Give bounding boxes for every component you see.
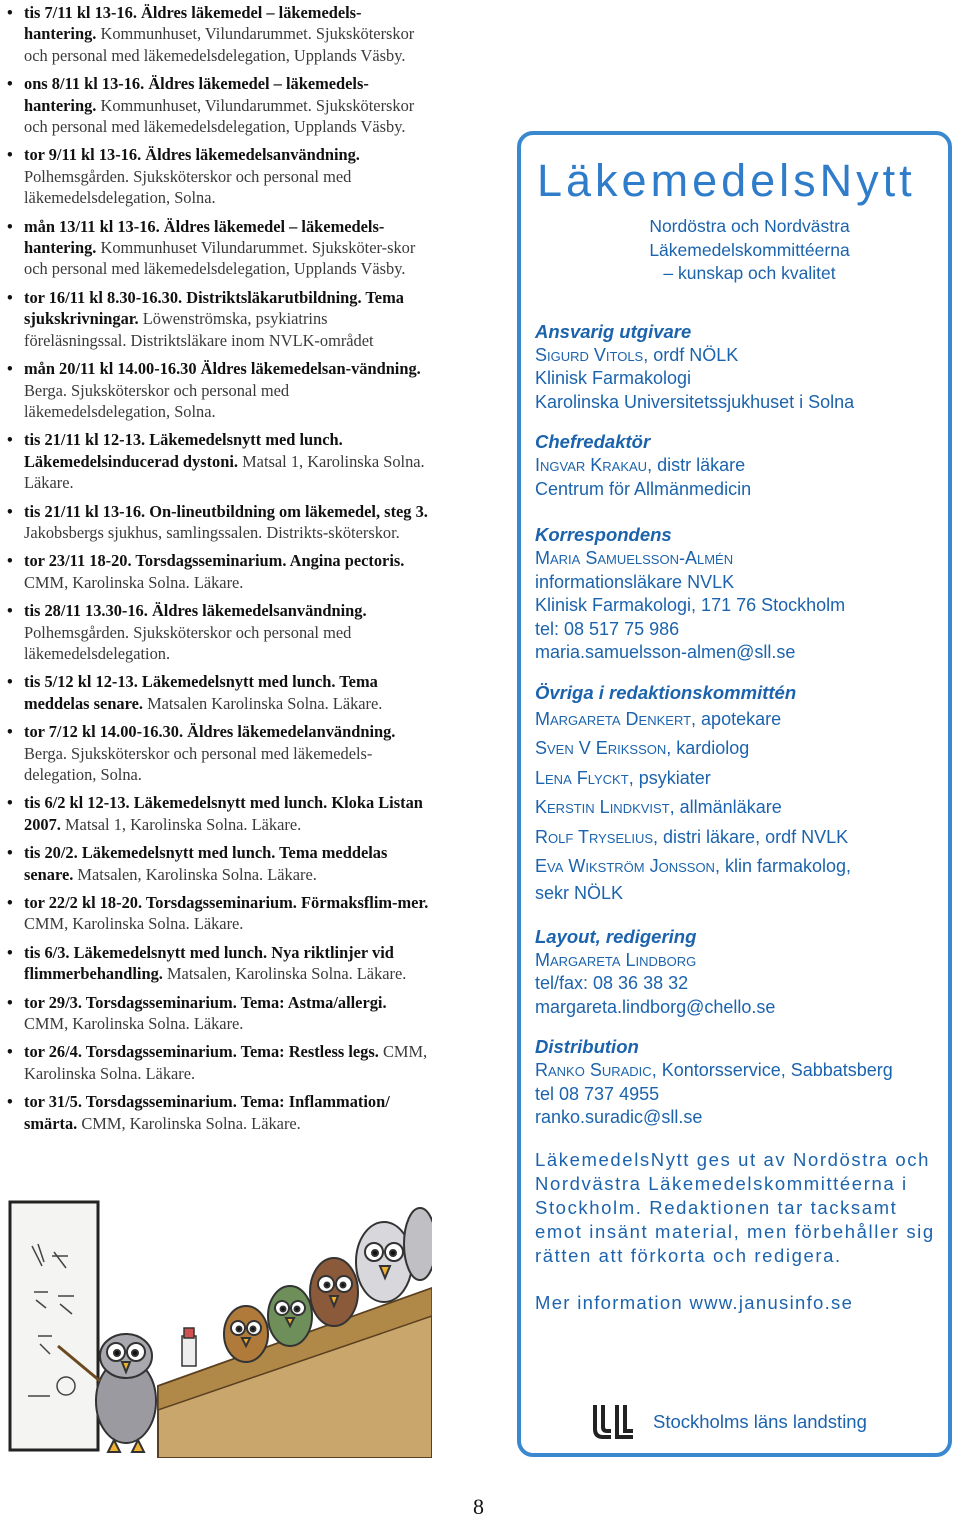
event-title: tor 22/2 kl 18-20. Torsdagsseminarium. Förmaksflim-mer. bbox=[24, 893, 429, 913]
masthead-box bbox=[517, 131, 952, 1457]
event-item bbox=[4, 671, 432, 714]
section-heading: Övriga i redaktionskommittén bbox=[535, 681, 797, 703]
person-role: , kardiolog bbox=[666, 738, 750, 758]
bullet-icon: • bbox=[7, 551, 13, 571]
event-details: Berga. Sjuksköterskor och personal med läkemedelsdelegation, Solna. bbox=[24, 380, 290, 421]
person-role: , psykiater bbox=[628, 767, 711, 788]
event-details: Polhemsgården. Sjuksköterskor och personal med läkemedelsdelegation. bbox=[24, 622, 352, 663]
info-line: Klinisk Farmakologi, 171 76 Stockholm bbox=[535, 595, 846, 615]
bullet-icon: • bbox=[7, 216, 13, 236]
event-item bbox=[4, 1041, 432, 1084]
org-block bbox=[521, 215, 952, 286]
event-title: mån 13/11 kl 13-16. Äldres läkemedel – läkemedels-hantering. bbox=[24, 216, 385, 258]
bullet-icon: • bbox=[7, 430, 13, 450]
info-line: sekr NÖLK bbox=[535, 882, 624, 903]
event-item bbox=[4, 842, 432, 885]
event-title: tor 16/11 kl 8.30-16.30. Distriktsläkarutbildning. Tema sjukskrivningar. bbox=[24, 287, 404, 329]
info-line: Karolinska Universitetssjukhuset i Solna bbox=[535, 391, 855, 412]
event-item bbox=[4, 144, 432, 208]
masthead-title: LäkemedelsNytt bbox=[537, 155, 916, 206]
event-title: tis 6/3. Läkemedelsnytt med lunch. Nya riktlinjer vid flimmerbehandling. bbox=[24, 942, 394, 984]
event-details: Matsal 1, Karolinska Solna. Läkare. bbox=[24, 451, 425, 493]
email-link[interactable]: maria.samuelsson-almen@sll.se bbox=[535, 642, 796, 662]
chief-editor bbox=[535, 430, 948, 501]
event-title: mån 20/11 kl 14.00-16.30 Äldres läkemedelsan-vändning. bbox=[24, 359, 421, 379]
more-info-link[interactable]: Mer information www.janusinfo.se bbox=[535, 1291, 854, 1313]
email-link[interactable]: ranko.suradic@sll.se bbox=[535, 1107, 703, 1127]
event-title: tis 28/11 13.30-16. Äldres läkemedelsanvändning. bbox=[24, 601, 367, 621]
section-heading: Layout, redigering bbox=[535, 925, 697, 947]
page-number: 8 bbox=[473, 1494, 484, 1519]
event-list bbox=[4, 2, 432, 1141]
person-role: , distr läkare bbox=[647, 455, 746, 475]
event-title: tor 31/5. Torsdagsseminarium. Tema: Inflammation/ smärta. bbox=[24, 1092, 390, 1133]
person-name: Sven V Eriksson bbox=[535, 738, 667, 758]
bullet-icon: • bbox=[7, 672, 13, 692]
event-title: ons 8/11 kl 13-16. Äldres läkemedel – läkemedels-hantering. bbox=[24, 74, 369, 115]
bullet-icon: • bbox=[7, 843, 13, 863]
event-item bbox=[4, 429, 432, 493]
bullet-icon: • bbox=[7, 722, 13, 742]
person-role: , ordf NÖLK bbox=[643, 344, 739, 365]
sll-brand bbox=[591, 1403, 867, 1441]
event-details: Berga. Sjuksköterskor och personal med läkemedels-delegation, Solna. bbox=[24, 743, 373, 784]
bullet-icon: • bbox=[7, 1042, 13, 1062]
bullet-icon: • bbox=[7, 145, 13, 165]
event-item bbox=[4, 942, 432, 985]
person-role: , Kontorsservice, Sabbatsberg bbox=[651, 1060, 893, 1080]
event-details: Matsal 1, Karolinska Solna. Läkare. bbox=[60, 814, 302, 834]
event-item bbox=[4, 792, 432, 835]
event-details: Kommunhuset, Vilundarummet. Sjuksköterskor och personal med läkemedelsdelegation, Upplands Väsby. bbox=[24, 95, 415, 137]
org-line: Nordöstra och Nordvästra bbox=[649, 216, 850, 236]
org-line: – kunskap och kvalitet bbox=[663, 263, 836, 283]
person-name: Margareta Denkert bbox=[535, 708, 692, 729]
bullet-icon: • bbox=[7, 501, 13, 521]
bullet-icon: • bbox=[7, 74, 13, 94]
person-name: Rolf Tryselius bbox=[535, 826, 654, 847]
owl-classroom-illustration bbox=[8, 1196, 432, 1458]
bullet-icon: • bbox=[7, 601, 13, 621]
event-item bbox=[4, 600, 432, 664]
event-title: tor 9/11 kl 13-16. Äldres läkemedelsanvändning. bbox=[24, 145, 360, 165]
person-name: Kerstin Lindkvist bbox=[535, 797, 670, 817]
event-details: CMM, Karolinska Solna. Läkare. bbox=[77, 1113, 301, 1133]
person-name: Maria Samuelsson-Almén bbox=[535, 548, 734, 568]
info-line: Klinisk Farmakologi bbox=[535, 368, 692, 388]
sll-logo-icon bbox=[591, 1403, 637, 1441]
event-item bbox=[4, 2, 432, 66]
event-item bbox=[4, 73, 432, 137]
bullet-icon: • bbox=[7, 992, 13, 1012]
event-title: tor 7/12 kl 14.00-16.30. Äldres läkemedelanvändning. bbox=[24, 722, 396, 742]
event-title: tis 20/2. Läkemedelsnytt med lunch. Tema meddelas senare. bbox=[24, 843, 388, 884]
event-item bbox=[4, 358, 432, 422]
bullet-icon: • bbox=[7, 1092, 13, 1112]
info-line: tel 08 737 4955 bbox=[535, 1083, 660, 1104]
event-item bbox=[4, 992, 432, 1035]
event-item bbox=[4, 892, 432, 935]
person-name: Sigurd Vitols bbox=[535, 344, 644, 365]
event-title: tis 5/12 kl 12-13. Läkemedelsnytt med lunch. Tema meddelas senare. bbox=[24, 672, 378, 713]
event-title: tis 21/11 kl 13-16. On-lineutbildning om läkemedel, steg 3. bbox=[24, 501, 428, 521]
event-details: CMM, Karolinska Solna. Läkare. bbox=[24, 914, 244, 934]
event-title: tis 21/11 kl 12-13. Läkemedelsnytt med lunch. Läkemedelsinducerad dystoni. bbox=[24, 430, 343, 471]
event-title: tis 7/11 kl 13-16. Äldres läkemedel – läkemedels-hantering. bbox=[24, 3, 362, 44]
event-details: Jakobsbergs sjukhus, samlingssalen. Distrikts-sköterskor. bbox=[24, 522, 400, 542]
sll-name: Stockholms läns landsting bbox=[653, 1411, 867, 1432]
person-name: Lena Flyckt bbox=[535, 767, 629, 788]
info-line: informationsläkare NVLK bbox=[535, 571, 735, 592]
section-heading: Distribution bbox=[535, 1036, 639, 1057]
event-item bbox=[4, 216, 432, 280]
event-item bbox=[4, 550, 432, 593]
event-details: Matsalen, Karolinska Solna. Läkare. bbox=[162, 964, 407, 984]
bullet-icon: • bbox=[7, 287, 13, 307]
event-title: tor 23/11 18-20. Torsdagsseminarium. Angina pectoris. bbox=[24, 551, 405, 571]
event-item bbox=[4, 1091, 432, 1134]
person-name: Eva Wikström Jonsson bbox=[535, 856, 715, 876]
info-line: Centrum för Allmänmedicin bbox=[535, 478, 752, 499]
section-heading: Korrespondens bbox=[535, 524, 672, 545]
event-details: Matsalen, Karolinska Solna. Läkare. bbox=[73, 864, 317, 884]
editorial-committee bbox=[535, 681, 948, 905]
event-item bbox=[4, 501, 432, 544]
bullet-icon: • bbox=[7, 942, 13, 962]
event-title: tor 29/3. Torsdagsseminarium. Tema: Astma/allergi. bbox=[24, 992, 387, 1012]
event-details: Polhemsgården. Sjuksköterskor och personal med läkemedelsdelegation, Solna. bbox=[24, 166, 352, 208]
person-role: , distri läkare, ordf NVLK bbox=[653, 826, 849, 847]
person-name: Margareta Lindborg bbox=[535, 949, 697, 970]
bullet-icon: • bbox=[7, 3, 13, 22]
event-details: Matsalen Karolinska Solna. Läkare. bbox=[142, 693, 383, 713]
org-line: Läkemedelskommittéerna bbox=[649, 239, 850, 260]
event-item bbox=[4, 287, 432, 351]
layout-editing bbox=[535, 925, 948, 1020]
responsible-publisher bbox=[535, 320, 948, 415]
correspondent bbox=[535, 523, 948, 665]
person-role: , klin farmakolog, bbox=[714, 856, 852, 876]
bullet-icon: • bbox=[7, 793, 13, 813]
person-role: , apotekare bbox=[691, 708, 782, 729]
distribution bbox=[535, 1035, 948, 1130]
section-heading: Ansvarig utgivare bbox=[535, 320, 692, 342]
info-line: tel/fax: 08 36 38 32 bbox=[535, 973, 689, 993]
person-name: Ranko Suradic bbox=[535, 1060, 652, 1080]
info-line: tel: 08 517 75 986 bbox=[535, 618, 680, 639]
event-details: CMM, Karolinska Solna. Läkare. bbox=[24, 1042, 428, 1083]
person-role: , allmänläkare bbox=[669, 797, 782, 817]
publisher-note: LäkemedelsNytt ges ut av Nordöstra och Nordvästra Läkemedelskommittéerna i Stockholm. Redaktionen tar tacksamt emot insänt material, men förbehåller sig rätten att förkorta och redigera. bbox=[535, 1148, 935, 1266]
event-details: CMM, Karolinska Solna. Läkare. bbox=[24, 572, 244, 592]
event-details: Kommunhuset, Vilundarummet. Sjuksköterskor och personal med läkemedelsdelegation, Upplands Väsby. bbox=[24, 24, 415, 65]
event-title: tis 6/2 kl 12-13. Läkemedelsnytt med lunch. Kloka Listan 2007. bbox=[24, 793, 423, 834]
section-heading: Chefredaktör bbox=[535, 431, 651, 452]
event-item bbox=[4, 721, 432, 785]
bullet-icon: • bbox=[7, 359, 13, 379]
event-details: Löwenströmska, psykiatrins föreläsningssal. Distriktsläkare inom NVLK-området bbox=[24, 309, 374, 350]
email-link[interactable]: margareta.lindborg@chello.se bbox=[535, 996, 776, 1017]
event-details: CMM, Karolinska Solna. Läkare. bbox=[24, 1014, 244, 1034]
event-title: tor 26/4. Torsdagsseminarium. Tema: Restless legs. bbox=[24, 1042, 379, 1062]
event-details: Kommunhuset Vilundarummet. Sjuksköter-skor och personal med läkemedelsdelegation, Upplands Väsby. bbox=[24, 238, 416, 279]
bullet-icon: • bbox=[7, 893, 13, 913]
person-name: Ingvar Krakau bbox=[535, 455, 648, 475]
